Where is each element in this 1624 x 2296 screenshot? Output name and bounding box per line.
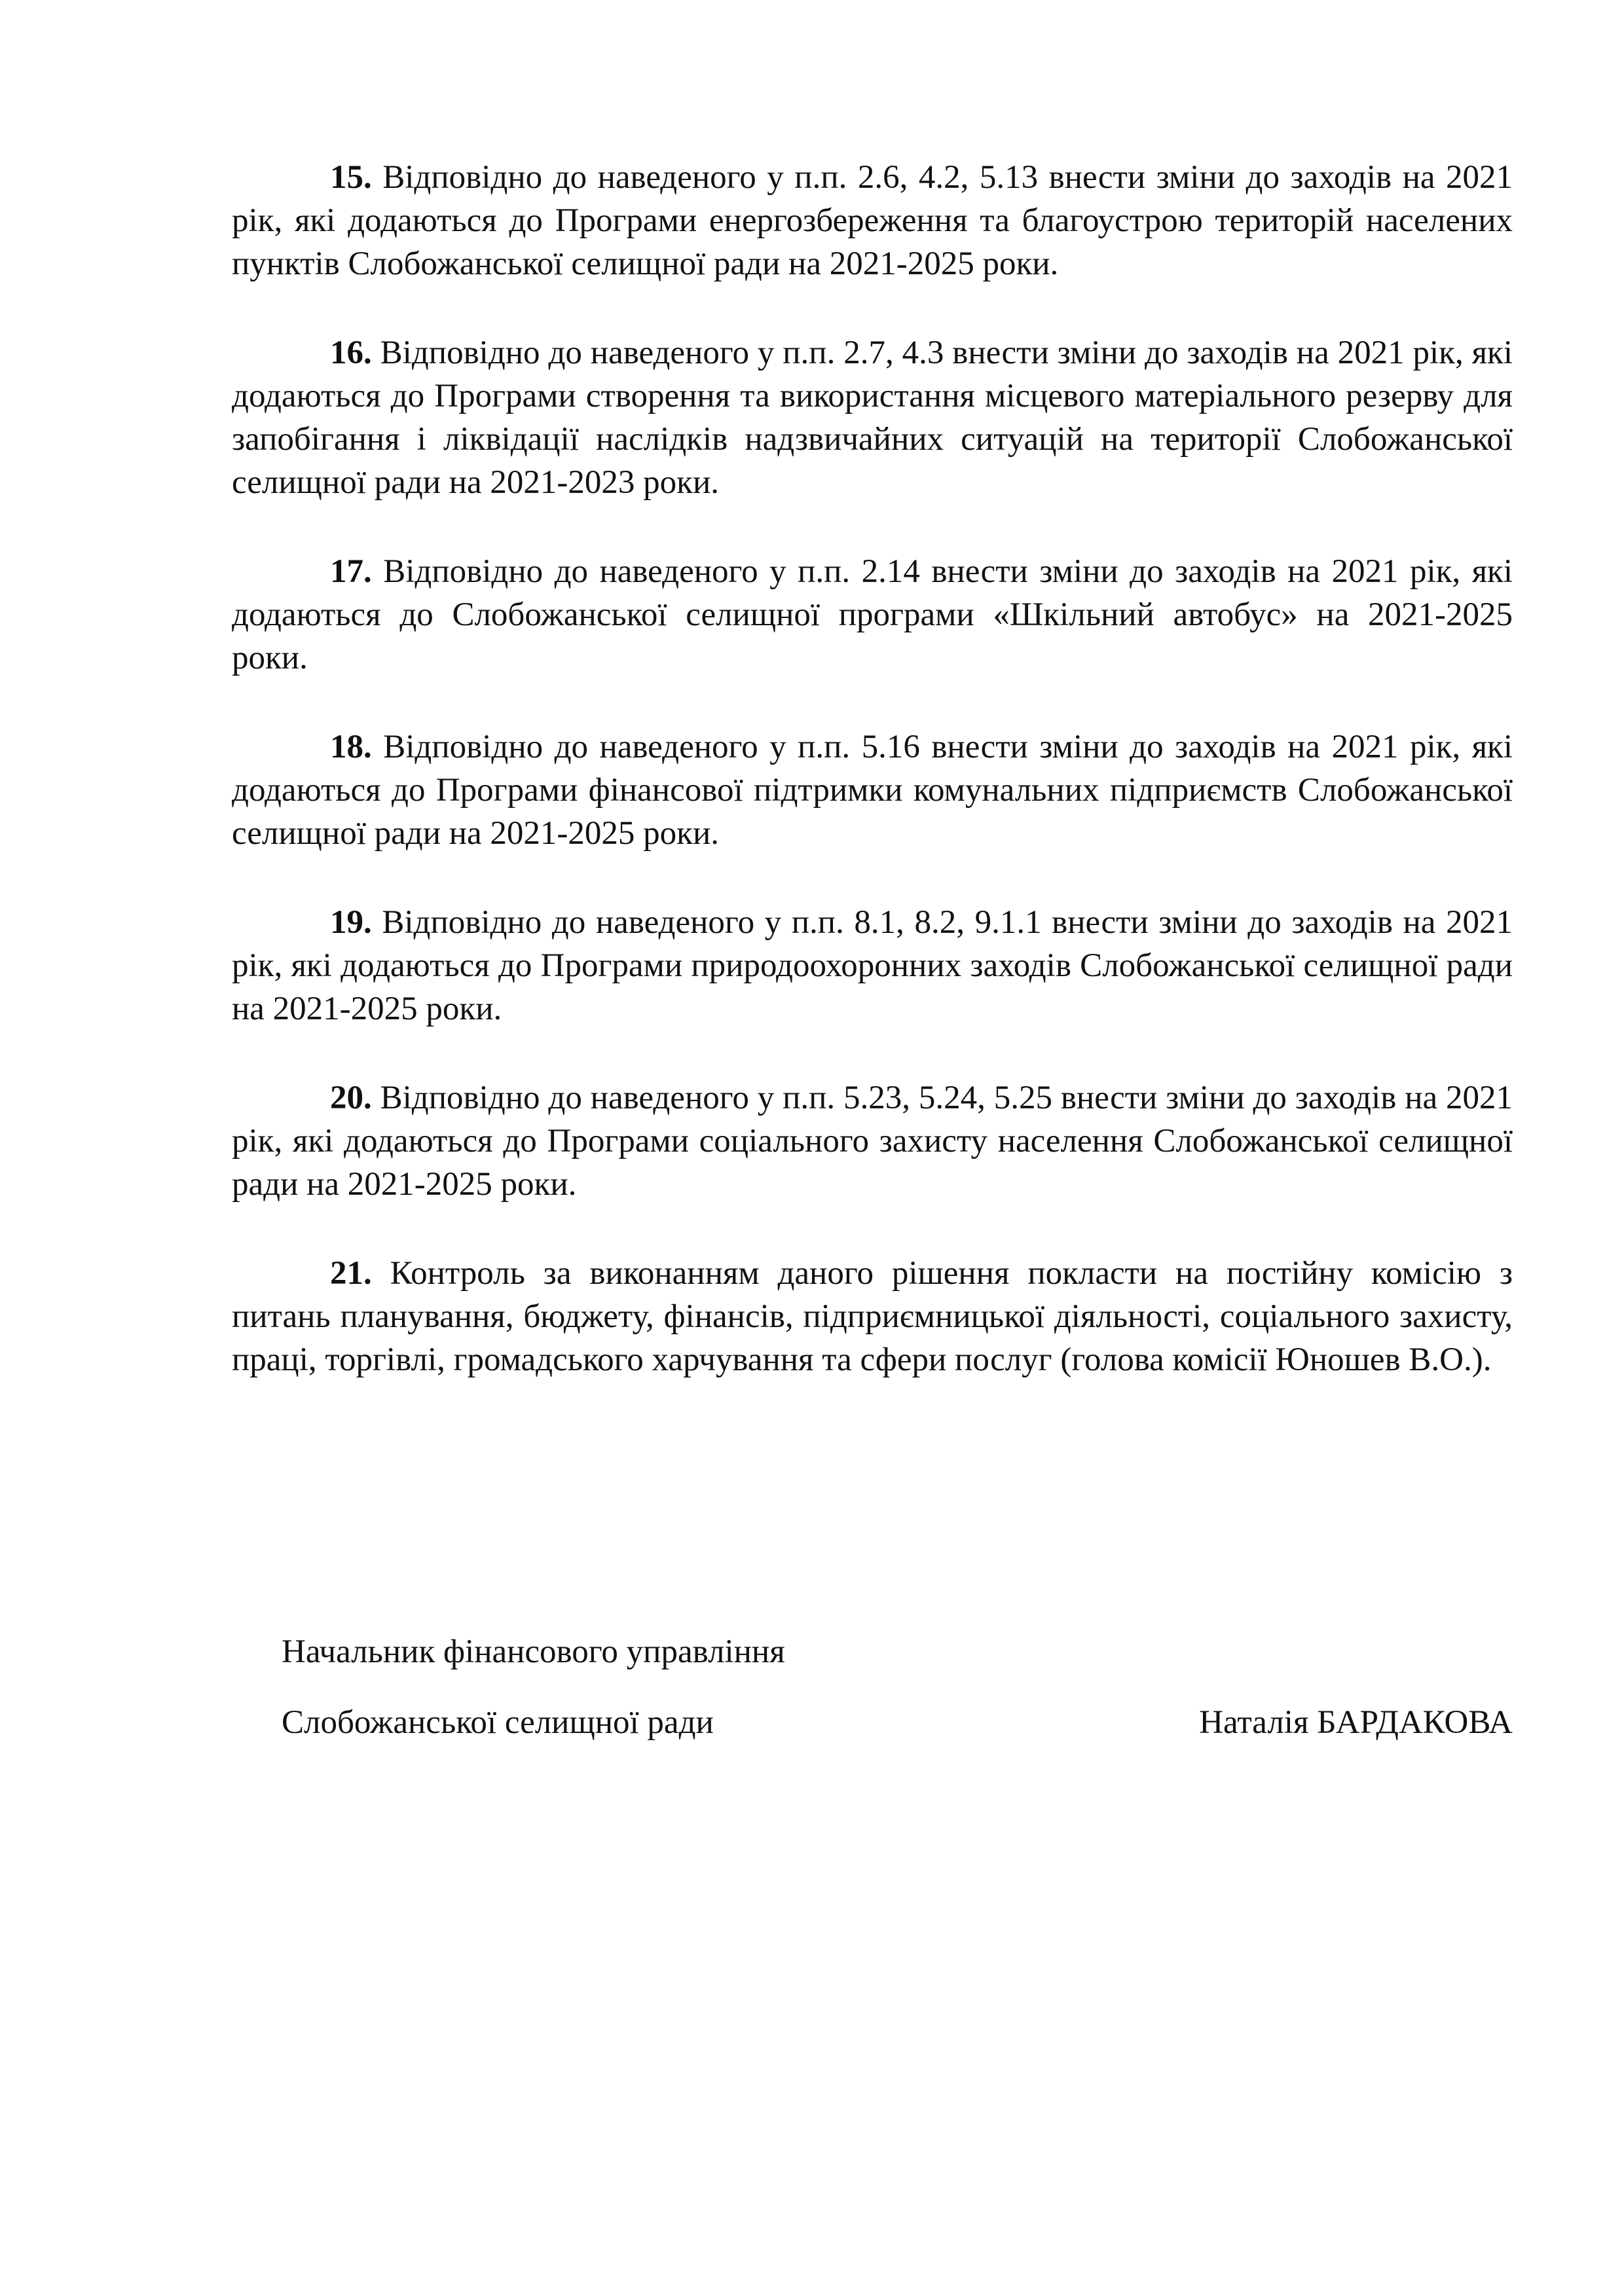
- document-body: [232, 156, 1513, 1427]
- paragraph-text: Відповідно до наведеного у п.п. 2.6, 4.2, 5.13 внести зміни до заходів на 2021 рік, які додаються до Програми енергозбереження та благоустрою територій населених пунктів Слобожанської селищної ради на 2021-2025 роки.: [232, 159, 1513, 282]
- paragraph-21: [232, 1252, 1513, 1381]
- paragraph-text: Відповідно до наведеного у п.п. 2.14 внести зміни до заходів на 2021 рік, які додаються до Слобожанської селищної програми «Шкільний автобус» на 2021-2025 роки.: [232, 553, 1513, 676]
- paragraph-20: [232, 1076, 1513, 1206]
- paragraph-text: Відповідно до наведеного у п.п. 2.7, 4.3 внести зміни до заходів на 2021 рік, які додаються до Програми створення та використання місцевого матеріального резерву для запобігання і ліквідації наслідків надзвичайних ситуацій на території Слобожанської селищної ради на 2021-2023 роки.: [232, 335, 1513, 501]
- paragraph-text: Контроль за виконанням даного рішення покласти на постійну комісію з питань планування, бюджету, фінансів, підприємницької діяльності, соціального захисту, праці, торгівлі, громадського харчування та сфери послуг (голова комісії Юношев В.О.).: [232, 1255, 1513, 1378]
- paragraph-19: [232, 901, 1513, 1030]
- signature-position-line: [282, 1630, 1513, 1673]
- signature-block: [282, 1630, 1513, 1772]
- paragraph-text: Відповідно до наведеного у п.п. 8.1, 8.2, 9.1.1 внести зміни до заходів на 2021 рік, які додаються до Програми природоохоронних заходів Слобожанської селищної ради на 2021-2025 роки.: [232, 904, 1513, 1027]
- paragraph-number: 17.: [330, 553, 372, 590]
- paragraph-18: [232, 725, 1513, 855]
- signatory-position: Начальник фінансового управління: [282, 1633, 785, 1670]
- paragraph-number: 18.: [330, 729, 372, 765]
- signatory-organization: Слобожанської селищної ради: [282, 1704, 714, 1741]
- signature-name-line: [282, 1701, 1513, 1744]
- signatory-name: Наталія БАРДАКОВА: [1199, 1704, 1513, 1741]
- paragraph-17: [232, 550, 1513, 680]
- paragraph-number: 19.: [330, 904, 372, 941]
- paragraph-15: [232, 156, 1513, 285]
- paragraph-number: 15.: [330, 159, 372, 196]
- paragraph-text: Відповідно до наведеного у п.п. 5.23, 5.24, 5.25 внести зміни до заходів на 2021 рік, які додаються до Програми соціального захисту населення Слобожанської селищної ради на 2021-2025 роки.: [232, 1080, 1513, 1203]
- paragraph-number: 20.: [330, 1080, 372, 1116]
- paragraph-number: 16.: [330, 335, 372, 371]
- paragraph-number: 21.: [330, 1255, 372, 1292]
- paragraph-text: Відповідно до наведеного у п.п. 5.16 внести зміни до заходів на 2021 рік, які додаються до Програми фінансової підтримки комунальних підприємств Слобожанської селищної ради на 2021-2025 роки.: [232, 729, 1513, 852]
- paragraph-16: [232, 331, 1513, 504]
